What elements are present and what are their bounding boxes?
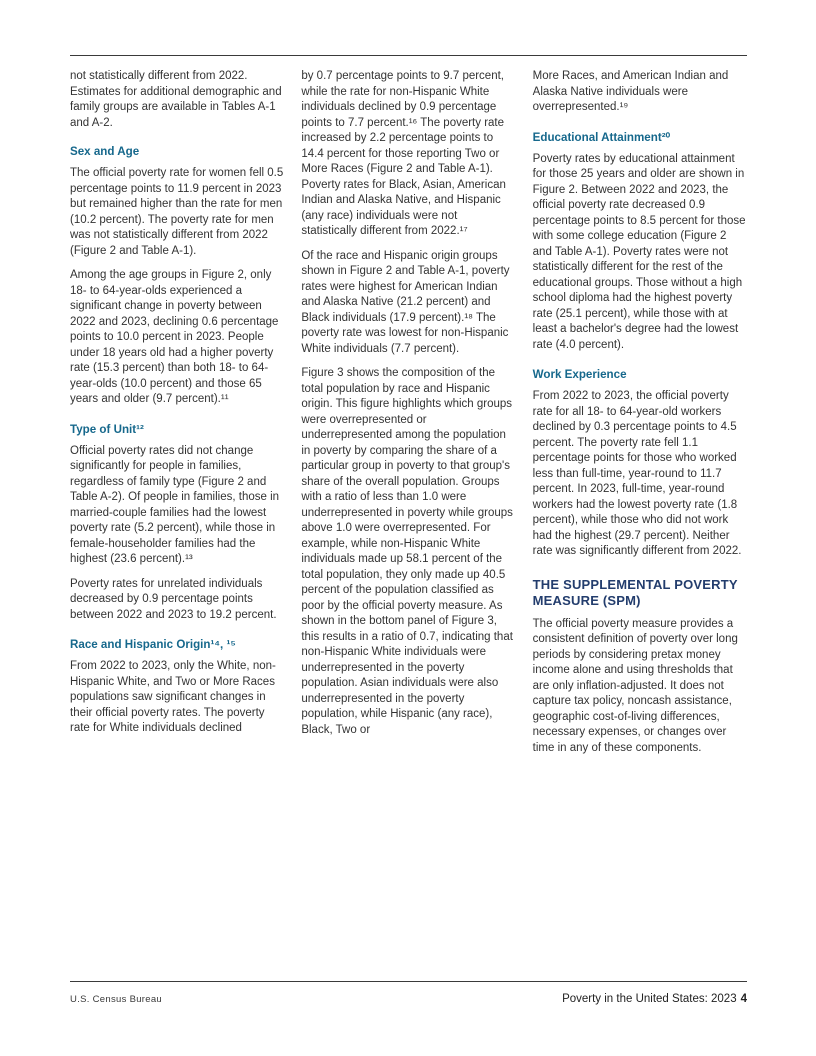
footer-page-number: 4 xyxy=(740,993,747,1005)
paragraph: Of the race and Hispanic origin groups shown in Figure 2 and Table A-1, poverty rates were highest for American Indian and Alaska Native (21.2 percent) and Black individuals (17.9 percent).¹⁸ The poverty rate was lowest for non-Hispanic White individuals (7.7 percent). xyxy=(301,249,510,355)
paragraph: From 2022 to 2023, the official poverty rate for all 18- to 64-year-old workers declined by 0.3 percentage points to 4.5 percent. The poverty rate fell 1.1 percentage points for those who worked less than full-time, year-round to 11.7 percent. In 2023, full-time, year-round workers had the lowest poverty rate (1.8 percent), while those who did not work had the highest (29.7 percent). Neither rate was significantly different from 2022. xyxy=(532,390,742,557)
paragraph-continuation: by 0.7 percentage points to 9.7 percent, while the rate for non-Hispanic White individuals declined by 0.9 percentage points to 7.7 percent.¹⁶ The poverty rate increased by 2.2 percentage points to 14.4 percent for those reporting Two or More Races (Figure 2 and Table A-1). Poverty rates for Black, Asian, American Indian and Alaska Native, and Hispanic (any race) individuals were not statistically different from 2022.¹⁷ xyxy=(301,70,506,237)
heading-type-of-unit: Type of Unit¹² xyxy=(70,422,144,436)
paragraph: Among the age groups in Figure 2, only 18- to 64-year-olds experienced a significant change in poverty between 2022 and 2023, declining 0.6 percentage points to 10.0 percent in 2023. People under 18 years old had a higher poverty rate (15.3 percent) than both 18- to 64-year-olds (10.0 percent) and those 65 years and older (9.7 percent).¹¹ xyxy=(70,269,279,405)
column-1 xyxy=(70,69,284,765)
paragraph: The official poverty rate for women fell 0.5 percentage points to 11.9 percent in 2023 but remained higher than the rate for men (10.2 percent). The poverty rate for men was not statistically different from 2022 (Figure 2 and Table A-1). xyxy=(70,167,284,257)
paragraph: Poverty rates by educational attainment for those 25 years and older are shown in Figure 2. Between 2022 and 2023, the official poverty rate decreased 0.9 percentage points to 8.5 percent for those with some college education (Figure 2 and Table A-1). Poverty rates were not statistically different for the rest of the educational groups. Those without a high school diploma had the highest poverty rate (25.1 percent), while those with at least a bachelor's degree had the lowest rate (4.0 percent). xyxy=(532,152,746,351)
page-content xyxy=(70,69,747,765)
heading-race-and-hispanic-origin: Race and Hispanic Origin¹⁴, ¹⁵ xyxy=(70,638,236,651)
page-footer xyxy=(70,993,747,1005)
paragraph-continuation: not statistically different from 2022. Estimates for additional demographic and family groups are available in Tables A-1 and A-2. xyxy=(70,70,282,129)
paragraph: The official poverty measure provides a consistent definition of poverty over long periods by considering pretax money income alone and using thresholds that are only inflation-adjusted. It does not capture tax policy, noncash assistance, geographic cost-of-living differences, necessary expenses, or changes over time in any of these components. xyxy=(532,617,738,754)
column-3 xyxy=(533,69,747,765)
footer-agency: U.S. Census Bureau xyxy=(70,994,162,1005)
paragraph: Poverty rates for unrelated individuals decreased by 0.9 percentage points between 2022 and 2023 to 19.2 percent. xyxy=(70,577,277,621)
heading-supplemental-poverty-measure: THE SUPPLEMENTAL POVERTY MEASURE (SPM) xyxy=(532,576,738,608)
footer-report-title: Poverty in the United States: 2023 xyxy=(562,993,737,1005)
footer-rule xyxy=(70,981,747,982)
column-2 xyxy=(301,69,515,765)
heading-work-experience: Work Experience xyxy=(532,368,627,381)
heading-sex-and-age: Sex and Age xyxy=(70,145,140,158)
top-rule xyxy=(70,55,747,56)
heading-educational-attainment: Educational Attainment²⁰ xyxy=(532,130,671,144)
paragraph-continuation: More Races, and American Indian and Alaska Native individuals were overrepresented.¹⁹ xyxy=(532,70,729,113)
paragraph: From 2022 to 2023, only the White, non-Hispanic White, and Two or More Races populations saw significant changes in their official poverty rates. The poverty rate for White individuals declined xyxy=(70,660,276,734)
footer-title xyxy=(562,993,747,1005)
paragraph: Official poverty rates did not change significantly for people in families, regardless of family type (Figure 2 and Table A-2). Of people in families, those in married-couple families had the lowest poverty rate (5.2 percent), while those in female-householder families had the highest (23.6 percent).¹³ xyxy=(70,444,280,565)
paragraph: Figure 3 shows the composition of the total population by race and Hispanic origin. This figure highlights which groups were overrepresented or underrepresented among the population in poverty by comparing the share of a particular group in poverty to that group's share of the overall population. Groups with a ratio of less than 1.0 were underrepresented in poverty while groups above 1.0 were overrepresented. For example, while non-Hispanic White individuals made up 58.1 percent of the total population, they only made up 40.5 percent of the population classified as poor by the official poverty measure. As shown in the bottom panel of Figure 3, this results in a ratio of 0.7, indicating that non-Hispanic White individuals were underrepresented in the poverty population. Asian individuals were also underrepresented in the poverty population, while Hispanic (any race), Black, Two or xyxy=(301,367,513,736)
